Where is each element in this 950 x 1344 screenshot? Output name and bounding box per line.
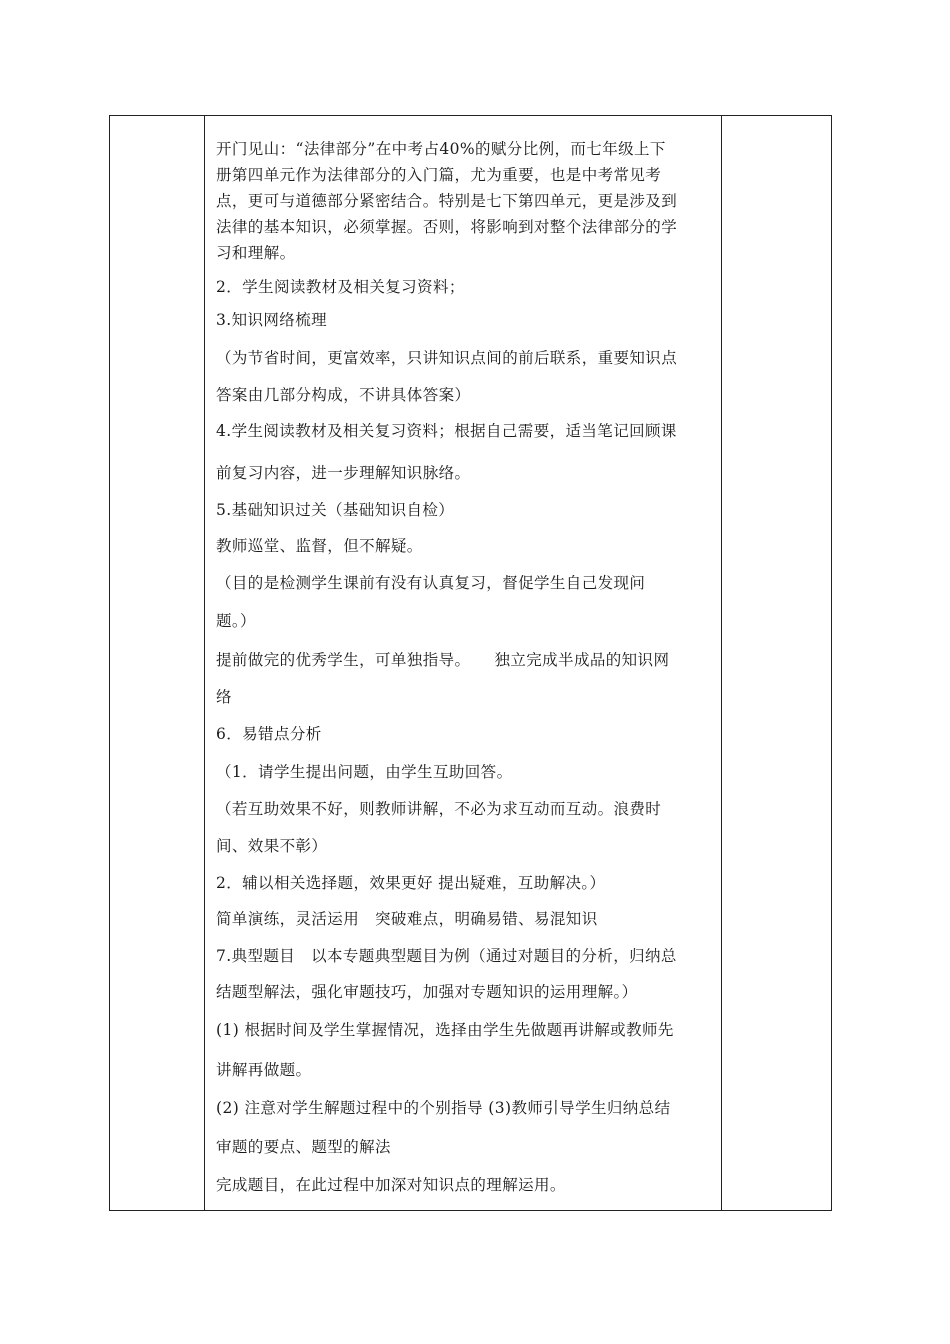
intro-line: 开门见山：“法律部分”在中考占40%的赋分比例，而七年级上下 [216,140,666,158]
step-7-item: 完成题目，在此过程中加深对知识点的理解运用。 [216,1176,566,1194]
column-divider-left [204,116,205,1210]
lesson-plan-table [109,115,832,1211]
step-7-item: 审题的要点、题型的解法 [216,1138,391,1156]
step-5-extra-line: 提前做完的优秀学生，可单独指导。 独立完成半成品的知识网 [216,651,670,669]
step-6-item: 2．辅以相关选择题，效果更好 提出疑难，互助解决。） [216,874,606,892]
step-6-note-line: 间、效果不彰） [216,837,328,855]
intro-line: 点，更可与道德部分紧密结合。特别是七下第四单元，更是涉及到 [216,192,678,210]
column-divider-right [721,116,722,1210]
step-7-item: (2) 注意对学生解题过程中的个别指导 (3)教师引导学生归纳总结 [216,1099,671,1117]
step-4-line: 前复习内容，进一步理解知识脉络。 [216,464,471,482]
step-7-item: 讲解再做题。 [216,1061,312,1079]
intro-paragraph [216,136,713,266]
step-6-heading: 6．易错点分析 [216,725,322,743]
step-6-note-line: （若互助效果不好，则教师讲解，不必为求互动而互动。浪费时 [216,800,662,818]
step-6-item: （1．请学生提出问题，由学生互助回答。 [216,763,513,781]
intro-line: 习和理解。 [216,244,296,262]
intro-line: 册第四单元作为法律部分的入门篇，尤为重要，也是中考常见考 [216,166,662,184]
step-5-note-line: （目的是检测学生课前有没有认真复习，督促学生自己发现问 [216,574,646,592]
step-3-heading: 3.知识网络梳理 [216,311,327,329]
step-7-line: 结题型解法，强化审题技巧，加强对专题知识的运用理解。） [216,983,638,1001]
step-6-summary: 简单演练，灵活运用 突破难点，明确易错、易混知识 [216,910,598,928]
step-3-note-line: （为节省时间，更富效率，只讲知识点间的前后联系，重要知识点 [216,349,678,367]
step-5-text: 教师巡堂、监督，但不解疑。 [216,537,423,555]
step-5-extra-line: 络 [216,688,232,706]
intro-line: 法律的基本知识，必须掌握。否则，将影响到对整个法律部分的学 [216,218,678,236]
step-7-item: (1) 根据时间及学生掌握情况，选择由学生先做题再讲解或教师先 [216,1021,674,1039]
step-5-note-line: 题。） [216,612,256,630]
step-5-heading: 5.基础知识过关（基础知识自检） [216,501,455,519]
step-4-line: 4.学生阅读教材及相关复习资料；根据自己需要，适当笔记回顾课 [216,422,677,440]
step-2: 2．学生阅读教材及相关复习资料； [216,278,465,296]
teaching-process-cell [216,116,713,1210]
step-3-note-line: 答案由几部分构成，不讲具体答案） [216,386,471,404]
step-7-line: 7.典型题目 以本专题典型题目为例（通过对题目的分析，归纳总 [216,947,677,965]
